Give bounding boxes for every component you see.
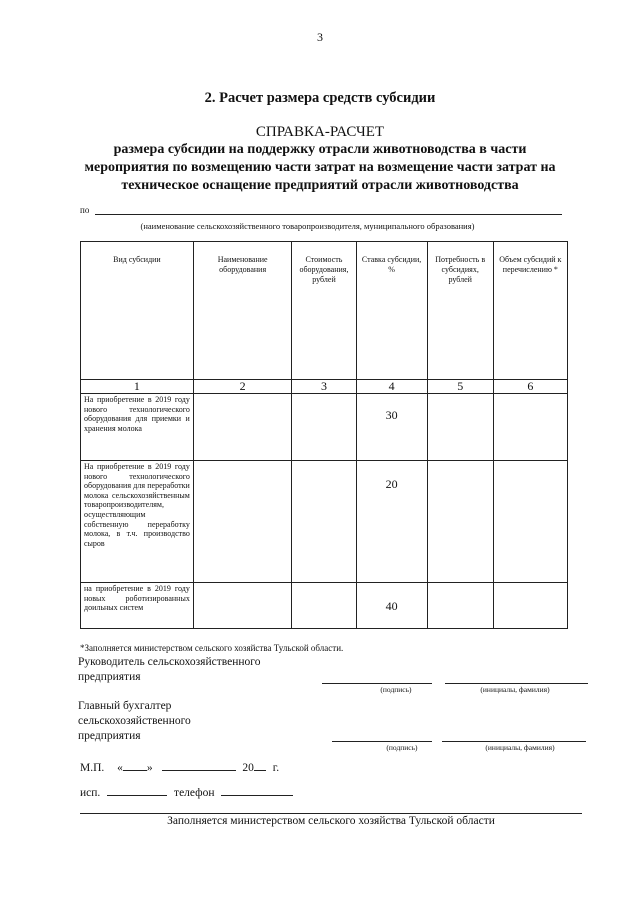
equipment-cell [193,394,292,461]
bottom-note: Заполняется министерством сельского хозяйства Тульской области [167,815,495,827]
executor-label: исп. [80,787,101,799]
year-blank [254,760,266,771]
table-row [81,394,568,461]
accountant-title-line: сельскохозяйственного [78,715,191,727]
quote-close: » [146,762,153,774]
table-header-row [81,242,568,380]
subsidy-type-cell: На приобретение в 2019 году нового технологического оборудования для приемки и хранения молока [81,394,194,461]
page-number: 3 [317,30,323,44]
rate-cell: 30 [356,394,427,461]
volume-cell [493,583,567,629]
document-subtitle [60,141,580,195]
initials-caption: (инициалы, фамилия) [485,743,555,752]
phone-label: телефон [174,787,215,799]
table-row [81,583,568,629]
stamp-label: М.П. [80,762,105,774]
table-row [81,461,568,583]
need-cell [427,461,493,583]
cost-cell [292,583,356,629]
subtitle-line: мероприятия по возмещению части затрат на возмещение части затрат на [84,160,556,175]
subtitle-line: размера субсидии на поддержку отрасли животноводства в части [113,142,527,157]
quote-open: « [117,762,123,774]
subtitle-line: техническое оснащение предприятий отрасли животноводства [121,178,519,193]
cost-cell [292,461,356,583]
column-number: 6 [493,380,567,394]
accountant-title-line: Главный бухгалтер [78,700,172,712]
phone-blank [221,785,293,796]
equipment-cell [193,461,292,583]
column-header: Вид субсидии [81,242,194,380]
accountant-initials-line [442,741,586,742]
need-cell [427,583,493,629]
day-blank [123,760,147,771]
cost-cell [292,394,356,461]
rate-cell: 20 [356,461,427,583]
column-number: 1 [81,380,194,394]
rate-cell: 40 [356,583,427,629]
column-header: Ставка субсидии, % [356,242,427,380]
bottom-divider [80,813,582,814]
column-header: Стоимость оборудования, рублей [292,242,356,380]
subsidy-type-cell: на приобретение в 2019 году новых роботизированных доильных систем [81,583,194,629]
executor-blank [107,785,167,796]
column-number: 5 [427,380,493,394]
accountant-signature-line [332,741,432,742]
subsidy-calculation-table [80,241,568,629]
head-title-line: Руководитель сельскохозяйственного [78,656,261,668]
head-title-line: предприятия [78,671,141,683]
column-number-row [81,380,568,394]
initials-caption: (инициалы, фамилия) [480,685,550,694]
by-label: по [80,205,90,215]
stamp-date-line [80,760,279,774]
need-cell [427,394,493,461]
head-signature-line [322,683,432,684]
executor-line [80,785,293,799]
signature-caption: (подпись) [380,685,412,694]
head-initials-line [445,683,588,684]
year-suffix: г. [272,762,280,774]
volume-cell [493,394,567,461]
producer-name-line [95,214,562,215]
equipment-cell [193,583,292,629]
column-header: Наименование оборудования [193,242,292,380]
document-title: СПРАВКА-РАСЧЕТ [255,124,385,140]
month-blank [162,760,236,771]
year-prefix: 20 [242,762,254,774]
column-header: Потребность в субсидиях, рублей [427,242,493,380]
column-header: Объем субсидий к перечислению * [493,242,567,380]
signature-caption: (подпись) [386,743,418,752]
column-number: 2 [193,380,292,394]
section-title: 2. Расчет размера средств субсидии [204,90,436,106]
volume-cell [493,461,567,583]
table-footnote: *Заполняется министерством сельского хозяйства Тульской области. [80,643,344,653]
column-number: 4 [356,380,427,394]
subsidy-type-cell: На приобретение в 2019 году нового технологического оборудования для переработки молока сельскохозяйственным товаропроизводителям, осуществляющим собственную переработку молока, в т.ч. производство сыров [81,461,194,583]
column-number: 3 [292,380,356,394]
accountant-title-line: предприятия [78,730,141,742]
producer-name-caption: (наименование сельскохозяйственного товаропроизводителя, муниципального образования) [140,221,475,231]
